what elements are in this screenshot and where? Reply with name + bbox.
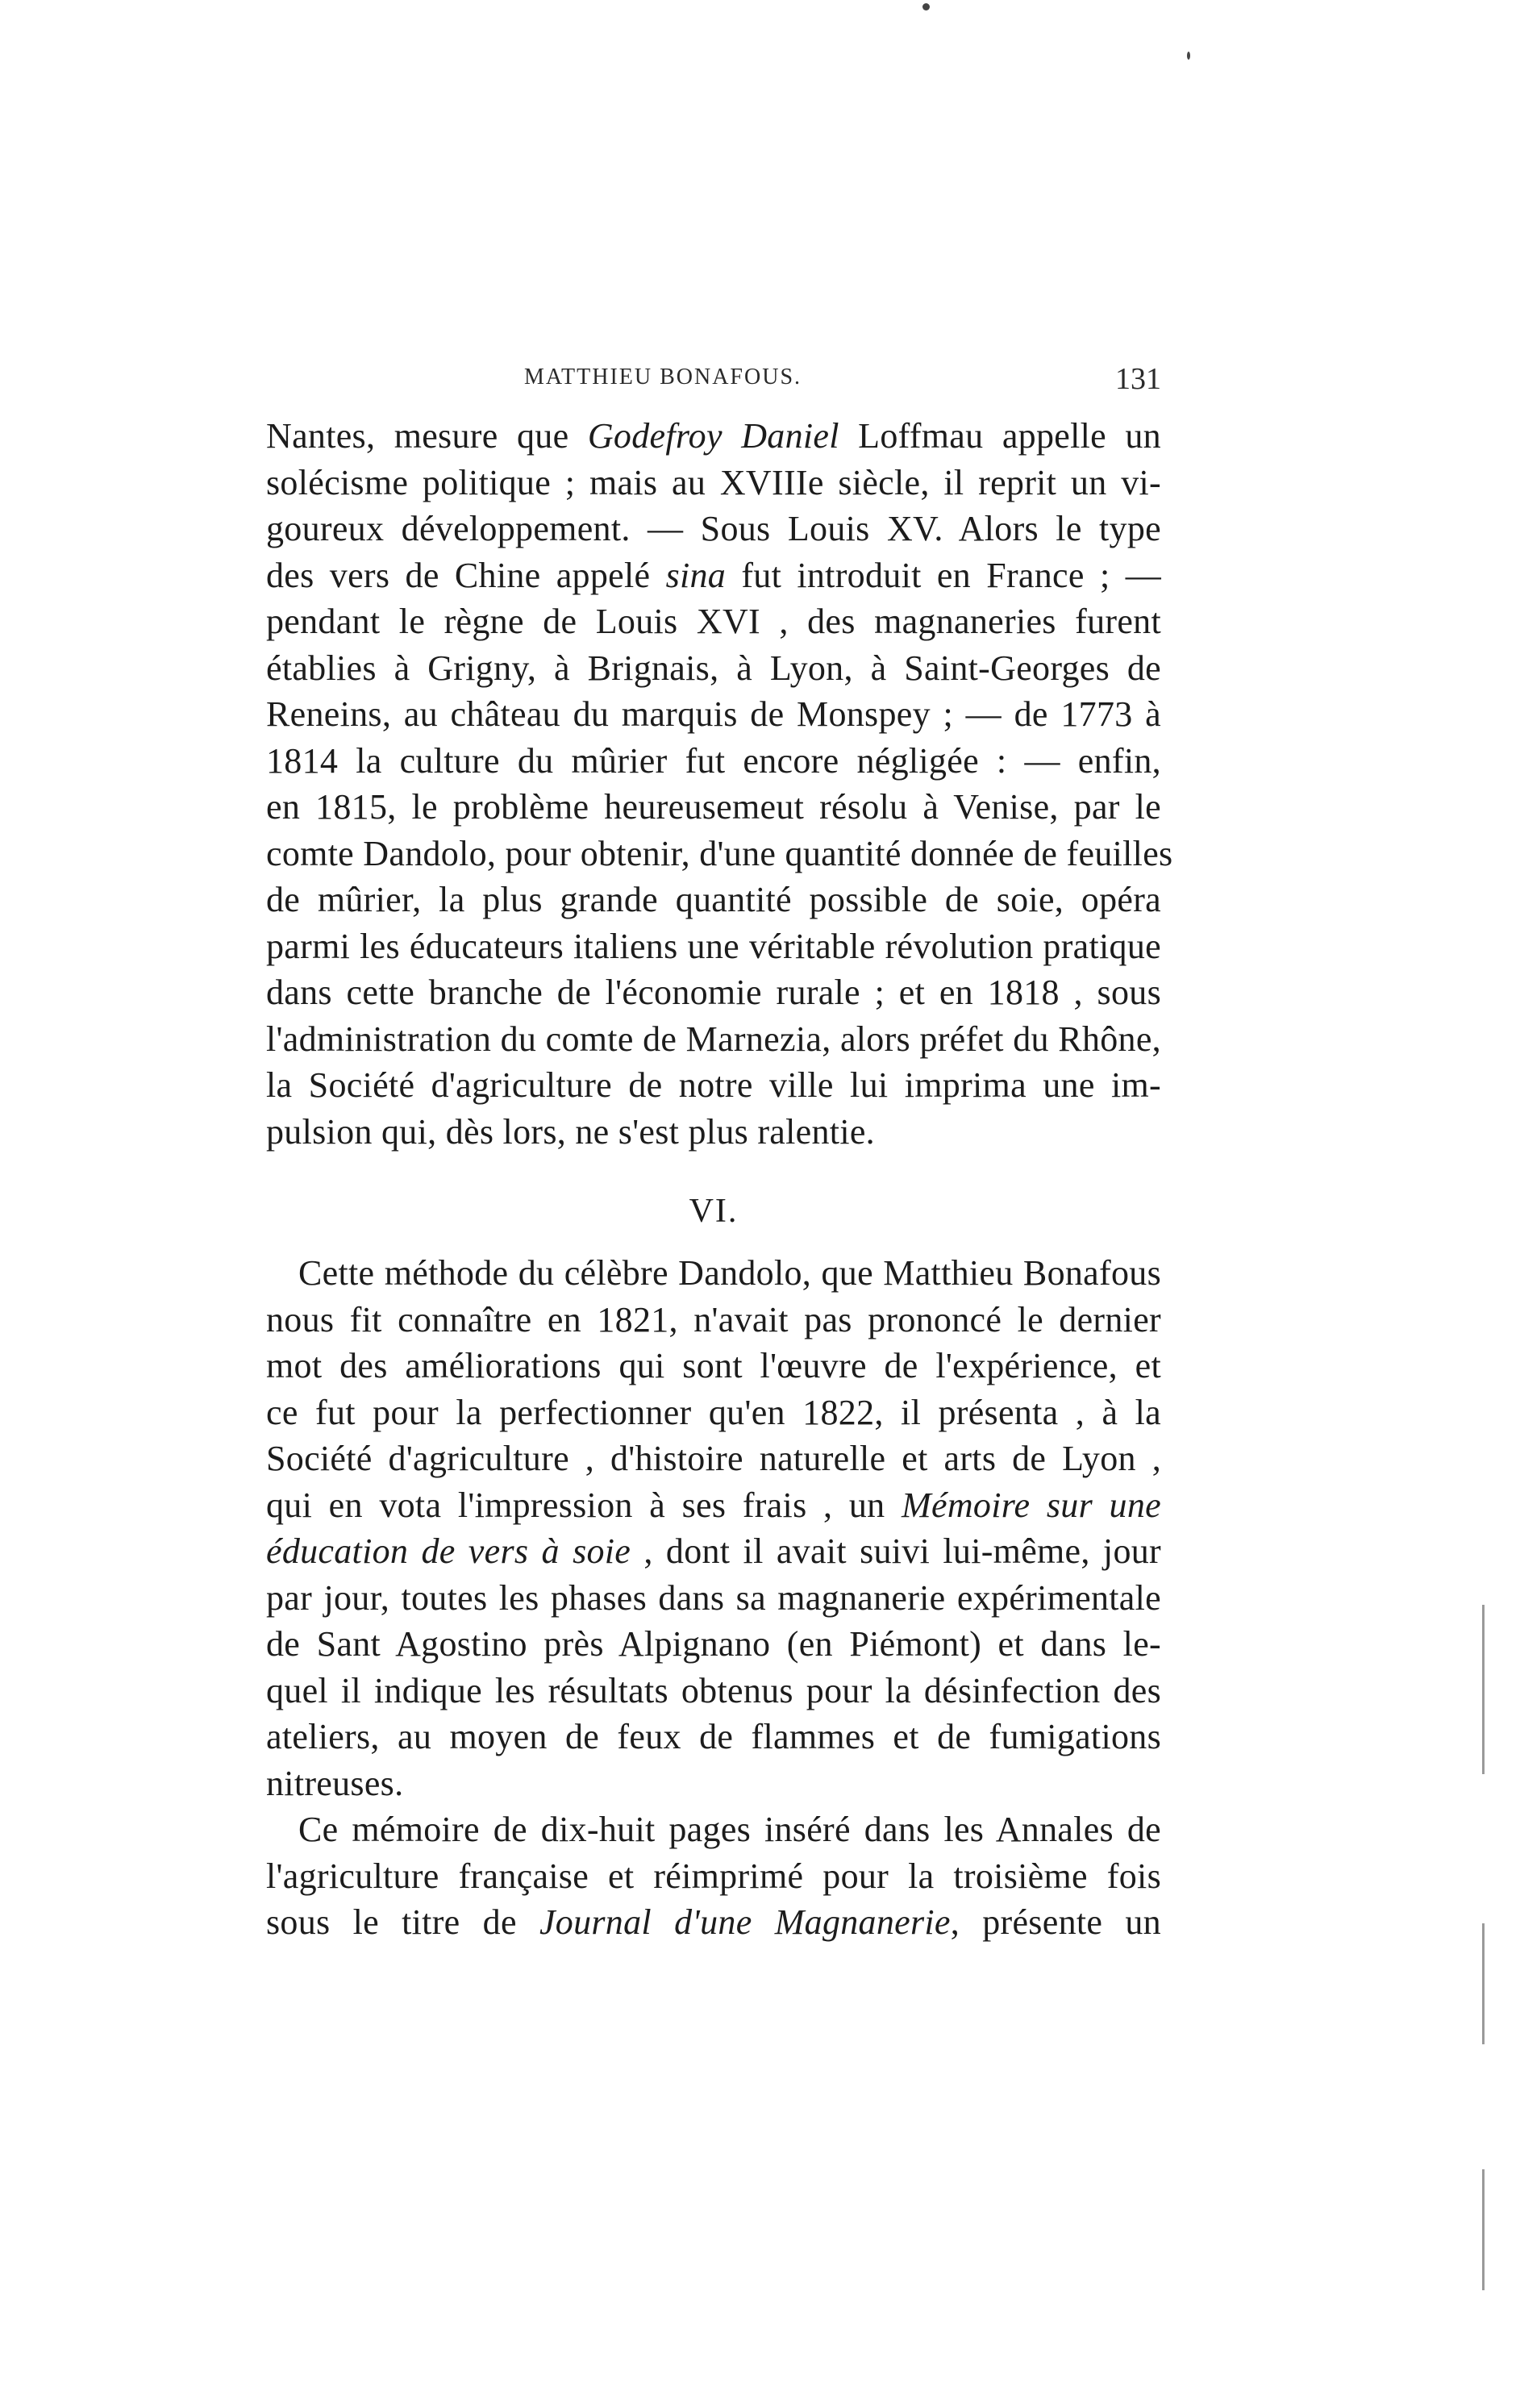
text-line: quel il indique les résultats obtenus pour la désinfection des [266, 1670, 1161, 1710]
text-line: Société d'agriculture , d'histoire naturelle et arts de Lyon , [266, 1439, 1161, 1478]
text-line: éducation de vers à soie , dont il avait suivi lui-même, jour [266, 1531, 1161, 1571]
text-line: des vers de Chine appelé sina fut introduit en France ; — [266, 555, 1161, 595]
scan-edge-line [1482, 1605, 1485, 1774]
section-heading: VI. [689, 1193, 739, 1230]
paragraph-1 [266, 413, 1173, 1155]
text-line: ce fut pour la perfectionner qu'en 1822, il présenta , à la [266, 1392, 1161, 1432]
paragraph-2-and-3 [266, 1250, 1161, 1946]
text-line: pendant le règne de Louis XVI , des magnaneries furent [266, 602, 1161, 641]
text-line: comte Dandolo, pour obtenir, d'une quantité donnée de feuilles [266, 833, 1173, 873]
text-line: par jour, toutes les phases dans sa magnanerie expérimentale [266, 1577, 1161, 1618]
text-line: nous fit connaître en 1821, n'avait pas prononcé le dernier [266, 1299, 1161, 1339]
text-line: l'administration du comte de Marnezia, alors préfet du Rhône, [266, 1019, 1161, 1059]
running-head: MATTHIEU BONAFOUS. [524, 365, 802, 390]
text-line: qui en vota l'impression à ses frais , un Mémoire sur une [266, 1485, 1161, 1525]
text-line: Cette méthode du célèbre Dandolo, que Matthieu Bonafous [298, 1253, 1161, 1293]
scan-speck [922, 3, 930, 10]
text-line: parmi les éducateurs italiens une véritable révolution pratique [266, 926, 1161, 966]
text-line: Reneins, au château du marquis de Monspey ; — de 1773 à [266, 694, 1161, 734]
text-line: goureux développement. — Sous Louis XV. Alors le type [266, 509, 1161, 548]
scan-speck [1187, 52, 1190, 60]
text-line: la Société d'agriculture de notre ville lui imprima une im- [266, 1065, 1161, 1105]
text-line: Nantes, mesure que Godefroy Daniel Loffmau appelle un [266, 416, 1161, 456]
scan-edge-line [1482, 2169, 1485, 2290]
text-line: de Sant Agostino près Alpignano (en Piémont) et dans le- [266, 1624, 1161, 1664]
text-line: établies à Grigny, à Brignais, à Lyon, à Saint-Georges de [266, 648, 1161, 688]
text-line: l'agriculture française et réimprimé pour la troisième fois [266, 1856, 1161, 1896]
text-line: pulsion qui, dès lors, ne s'est plus ralentie. [266, 1111, 875, 1152]
text-line: de mûrier, la plus grande quantité possible de soie, opéra [266, 880, 1161, 919]
text-line: sous le titre de Journal d'une Magnanerie, présente un [266, 1902, 1161, 1942]
text-line: Ce mémoire de dix-huit pages inséré dans les Annales de [298, 1810, 1161, 1849]
text-line: mot des améliorations qui sont l'œuvre de l'expérience, et [266, 1346, 1161, 1385]
page-number: 131 [1115, 362, 1161, 396]
text-line: 1814 la culture du mûrier fut encore négligée : — enfin, [266, 740, 1161, 781]
text-line: ateliers, au moyen de feux de flammes et de fumigations [266, 1717, 1161, 1756]
scan-edge-line [1482, 1923, 1485, 2044]
text-line: dans cette branche de l'économie rurale ; et en 1818 , sous [266, 973, 1161, 1012]
text-line: en 1815, le problème heureusemeut résolu à Venise, par le [266, 787, 1161, 827]
text-line: nitreuses. [266, 1763, 404, 1803]
page-header [266, 362, 1161, 405]
text-line: solécisme politique ; mais au XVIIIe siècle, il reprit un vi- [266, 462, 1161, 502]
